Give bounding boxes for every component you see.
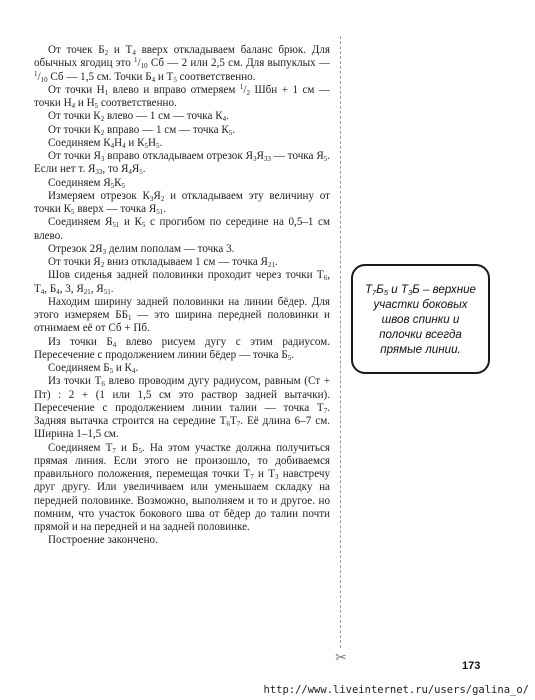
paragraph: От точки $Н_1$ влево и вправо отмеряем $^1/_2$ Шбн + 1 см — точки $Н_4$ и $Н_5$ соответственно. [34, 82, 330, 110]
paragraph: Измеряем отрезок $К_3Я_2$ и откладываем эту величину от точки $К_5$ вверх — точка $Я_{51}$. [34, 189, 330, 216]
paragraph: Из точки $Т_6$ влево проводим дугу радиусом, равным (Ст + Пт) : 2 + (1 или 1,5 см это раствор задней вытачки). Пересечение с продолжением линии талии — точка $Т_7$. Задняя вытачка строится на середине $Т_6Т_7$. Её длина 6–7 см. Ширина 1–1,5 см. [34, 375, 330, 441]
paragraph: Отрезок $2Я_3$ делим пополам — точка 3. [48, 242, 235, 256]
page-number: 173 [462, 660, 481, 672]
main-text-column [34, 44, 330, 548]
cut-line-divider [340, 36, 341, 648]
paragraph: Соединяем $К_4Н_4$ и $К_5Н_5$. [48, 136, 163, 150]
paragraph: От точки $Я_3$ вправо откладываем отрезок $Я_3Я_{33}$ — точка $Я_5$. Если нет т. $Я_{33}$, то $Я_4Я_5$. [34, 150, 330, 177]
paragraph: Соединяем $Я_{51}$ и $К_5$ с прогибом по середине на 0,5–1 см влево. [34, 216, 330, 242]
sidebar-note-box [351, 264, 490, 374]
paragraph: Находим ширину задней половинки на линии бёдер. Для этого измеряем $ББ_1$ — это ширина передней половинки и отнимаем её от Сб + Пб. [34, 295, 330, 335]
paragraph: От точек $Б_2$ и $Т_4$ вверх откладываем баланс брюк. Для обычных ягодиц это $^1/_{10}$ Сб — 2 или 2,5 см. Для выпуклых — $^1/_{10}$ Сб — 1,5 см. Точки $Б_4$ и $Т_5$ соответственно. [34, 44, 330, 84]
paragraph: Шов сиденья задней половинки проходит через точки $Т_6$, $Т_4$, $Б_4$, 3, $Я_{21}$, $Я_{51}$. [34, 269, 330, 296]
paragraph: От точки $Я_2$ вниз откладываем 1 см — точка $Я_{21}$. [48, 256, 278, 269]
paragraph: Соединяем $Я_5К_5$ [48, 176, 126, 190]
paragraph: Соединяем $Т_7$ и $Б_5$. На этом участке должна получиться прямая линия. Если этого не произошло, то добиваемся правильного положения, перемещая точки $Т_7$ и $Т_3$ навстречу друг другу. Или увеличиваем или уменьшаем складку на передней половинке. Возможно, выполняем и то и другое. но помним, что участок бокового шва от бёдер до талии почти прямой и на передней и на задней половинке. [34, 441, 330, 533]
paragraph: Из точки $Б_4$ влево рисуем дугу с этим радиусом. Пересечение с продолжением линии бёдер — точка $Б_5$. [34, 335, 330, 362]
paragraph: Соединяем $Б_5$ и $К_4$. [48, 362, 139, 375]
scissors-icon: ✂ [335, 650, 347, 666]
paragraph: От точки $К_2$ влево — 1 см — точка $К_4$. [48, 110, 229, 124]
source-watermark: http://www.liveinternet.ru/users/galina_o/ [263, 684, 529, 696]
paragraph: От точки $К_2$ вправо — 1 см — точка $К_5$. [48, 123, 236, 137]
paragraph: Построение закончено. [48, 534, 158, 547]
sidebar-note-text: $Т_7Б_5$ и $Т_3Б$ – верхние участки боковых швов спинки и полочки всегда прямые линии. [365, 282, 476, 356]
